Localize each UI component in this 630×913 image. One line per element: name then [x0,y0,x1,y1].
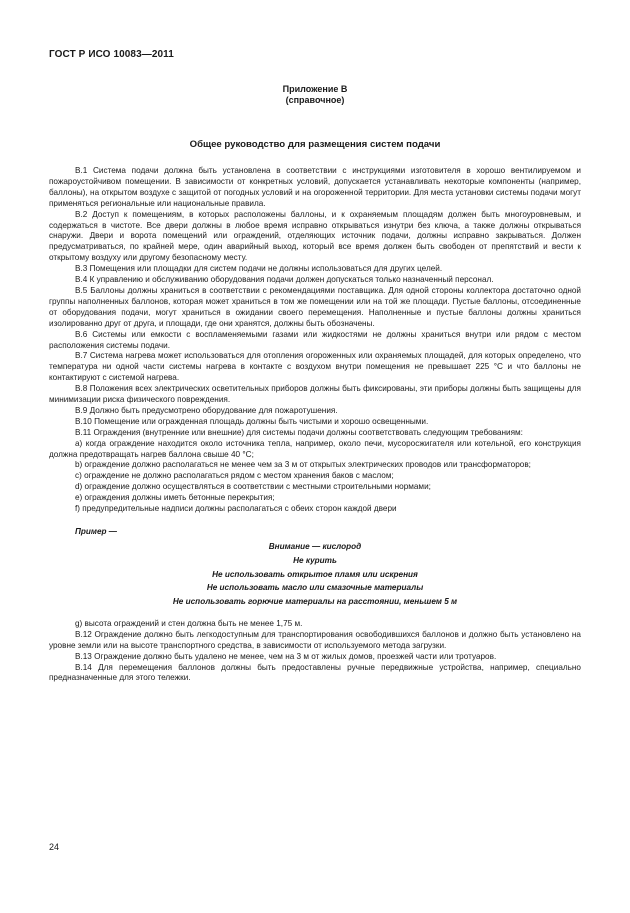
paragraph-b14: В.14 Для перемещения баллонов должны быть предоставлены ручные передвижные устройства, например, специально предназначенные для этого тележки. [49,662,581,683]
warning-line: Не использовать горючие материалы на расстоянии, меньшем 5 м [172,597,458,607]
warning-line: Не использовать открытое пламя или искрения [212,569,418,579]
document-header: ГОСТ Р ИСО 10083—2011 [49,49,174,60]
warning-sign-text [49,540,581,609]
list-item-d: d) ограждение должно осуществляться в соответствии с местными строительными нормами; [75,482,431,492]
list-item-b: b) ограждение должно располагаться не менее чем за 3 м от открытых электрических проводов или трансформаторов; [75,460,531,470]
list-item-f: f) предупредительные надписи должны располагаться с обеих сторон каждой двери [75,504,397,514]
paragraph-b10: В.10 Помещение или огражденная площадь должны быть чистыми и хорошо освещенными. [75,416,429,426]
warning-line: Не курить [293,555,337,565]
appendix-heading [0,84,630,106]
paragraph-b8: В.8 Положения всех электрических осветительных приборов должны быть фиксированы, эти приборы должны быть защищены для минимизации риска физического повреждения. [49,384,581,405]
list-item-e: e) ограждения должны иметь бетонные перекрытия; [75,493,275,503]
paragraph-b9: В.9 Должно быть предусмотрено оборудование для пожаротушения. [75,405,338,415]
appendix-type: (справочное) [285,95,345,105]
list-item-g: g) высота ограждений и стен должна быть не менее 1,75 м. [75,618,303,628]
paragraph-b5: В.5 Баллоны должны храниться в соответствии с рекомендациями поставщика. Для одной стороны коллектора достаточно одной группы наполненных баллонов, которая может храниться в том же помещении или на той же площади. Пустые баллоны, отсоединенные от оборудования подачи, могут храниться в ожидании своего перемещения. Наполненные и пустые баллоны должны храниться изолированно друг от друга, и площади, где они хранятся, должны быть обозначены. [49,285,581,328]
section-title: Общее руководство для размещения систем подачи [189,139,441,150]
example-label: Пример — [75,527,117,536]
warning-line: Не использовать масло или смазочные материалы [206,583,424,593]
appendix-label: Приложение В [282,84,348,94]
paragraph-b12: В.12 Ограждение должно быть легкодоступным для транспортирования освободившихся баллонов и должно быть установлено на уровне земли или на высоте транспортного средства, в зависимости от используемого метода загрузки. [49,629,581,650]
list-item-c: c) ограждение не должно располагаться рядом с местом хранения баков с маслом; [75,471,394,481]
paragraph-b1: В.1 Система подачи должна быть установлена в соответствии с инструкциями изготовителя в хорошо вентилируемом и пожароустойчивом помещении. В зависимости от конкретных условий, допускается устанавливать некоторые компоненты (например, баллоны), на открытом воздухе с защитой от погодных условий и на огороженной территории. Для места установки системы подачи могут применяться региональные или национальные правила. [49,166,581,208]
paragraph-b4: В.4 К управлению и обслуживанию оборудования подачи должен допускаться только назначенный персонал. [75,275,494,285]
paragraph-b11: В.11 Ограждения (внутренние или внешние) для системы подачи должны соответствовать следующим требованиям: [75,427,523,437]
document-body [49,166,581,684]
paragraph-b13: В.13 Ограждение должно быть удалено не менее, чем на 3 м от жилых домов, проезжей части или тротуаров. [75,651,497,661]
paragraph-b3: В.3 Помещения или площадки для систем подачи не должны использоваться для других целей. [75,264,443,274]
paragraph-b2: В.2 Доступ к помещениям, в которых расположены баллоны, и к охраняемым площадям должен быть многоуровневым, и содержаться в чистоте. Все двери должны в любое время исправно открываться изнутри без ключа, а также должны открываться снаружи. Двери и ворота помещений или ограждений, отделяющих источник подачи, должны исправно закрываться. Должен предусматриваться, по крайней мере, один аварийный выход, который все время должен быть свободен от препятствий и вести к открытому воздуху или другому безопасному месту. [49,209,581,263]
paragraph-b7: В.7 Система нагрева может использоваться для отопления огороженных или охраняемых площадей, для которых определено, что температура ни одной части системы нагрева в контакте с воздухом внутри помещения не превышает 225 °С и что баллоны не контактируют с системой нагрева. [49,351,581,383]
warning-line: Внимание — кислород [268,541,362,551]
page-number: 24 [49,842,60,852]
list-item-a: а) когда ограждение находится около источника тепла, например, около печи, мусоросжигателя или котельной, его конструкция должна предотвращать нагрев баллона свыше 40 °С; [49,438,581,459]
paragraph-b6: В.6 Системы или емкости с воспламеняемыми газами или жидкостями не должны храниться внутри или рядом с местом расположения системы подачи. [49,329,581,350]
